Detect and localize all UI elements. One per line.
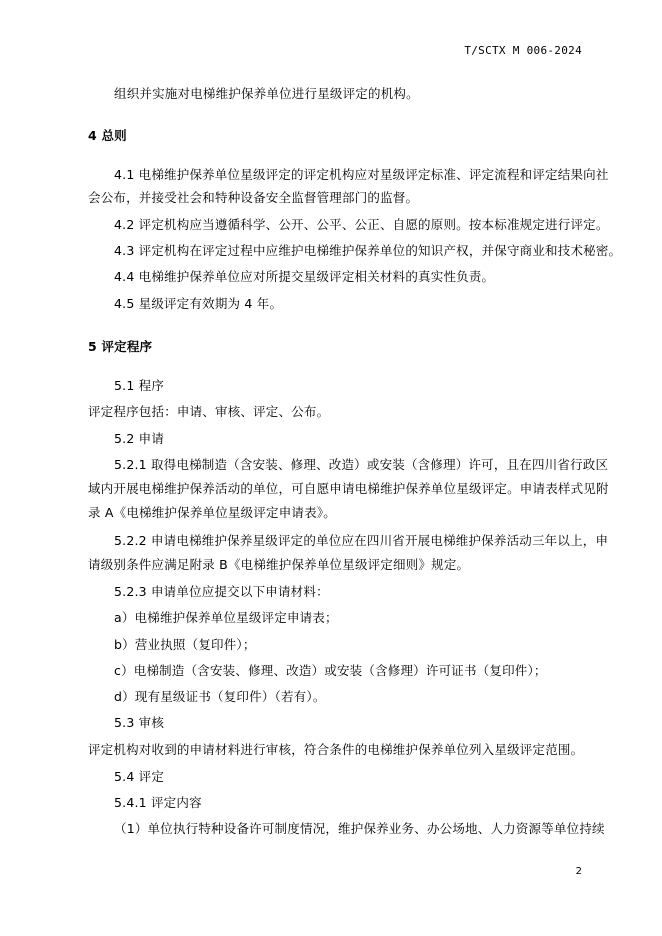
paragraph-line: 4.2 评定机构应当遵循科学、公开、公平、公正、自愿的原则。按本标准规定进行评定。	[114, 217, 609, 232]
list-item: c）电梯制造（含安装、修理、改造）或安装（含修理）许可证书（复印件）；	[114, 663, 547, 678]
paragraph-line: 4.5 星级评定有效期为 4 年。	[114, 296, 283, 311]
paragraph-line: 4.4 电梯维护保养单位应对所提交星级评定相关材料的真实性负责。	[114, 269, 495, 284]
paragraph-line: 评定机构对收到的申请材料进行审核，符合条件的电梯维护保养单位列入星级评定范围。	[88, 742, 584, 757]
section-heading-4: 4 总则	[88, 128, 127, 143]
paragraph-line: 5.2.2 申请电梯维护保养星级评定的单位应在四川省开展电梯维护保养活动三年以上，申	[114, 533, 609, 548]
paragraph-line: 域内开展电梯维护保养活动的单位，可自愿申请电梯维护保养单位星级评定。申请表样式见附	[88, 481, 609, 496]
subsection-heading: 5.2 申请	[114, 431, 165, 446]
paragraph-line: 组织并实施对电梯维护保养单位进行星级评定的机构。	[114, 86, 419, 101]
paragraph-line: 5.2.1 取得电梯制造（含安装、修理、改造）或安装（含修理）许可，且在四川省行政区	[114, 457, 609, 472]
paragraph-line: 4.3 评定机构在评定过程中应维护电梯维护保养单位的知识产权，并保守商业和技术秘密。	[114, 243, 622, 258]
section-heading-5: 5 评定程序	[88, 339, 153, 354]
page-number: 2	[575, 866, 582, 877]
subsection-heading: 5.3 审核	[114, 715, 165, 730]
subsection-heading: 5.1 程序	[114, 378, 165, 393]
paragraph-line: 评定程序包括：申请、审核、评定、公布。	[88, 404, 330, 419]
paragraph-line: 请级别条件应满足附录 B《电梯维护保养单位星级评定细则》规定。	[88, 557, 470, 572]
document-code: T/SCTX M 006-2024	[464, 44, 582, 57]
subsection-heading: 5.4 评定	[114, 769, 165, 784]
paragraph-line: 4.1 电梯维护保养单位星级评定的评定机构应对星级评定标准、评定流程和评定结果向社	[114, 167, 609, 182]
paragraph-line: 录 A《电梯维护保养单位星级评定申请表》。	[88, 505, 336, 520]
paragraph-line: 会公布，并接受社会和特种设备安全监督管理部门的监督。	[88, 190, 419, 205]
paragraph-line: （1）单位执行特种设备许可制度情况，维护保养业务、办公场地、人力资源等单位持续	[114, 821, 605, 836]
list-item: b）营业执照（复印件）；	[114, 637, 256, 652]
paragraph-line: 5.2.3 申请单位应提交以下申请材料：	[114, 584, 329, 599]
list-item: d）现有星级证书（复印件）（若有）。	[114, 689, 326, 704]
list-item: a）电梯维护保养单位星级评定申请表；	[114, 610, 338, 625]
subsection-heading: 5.4.1 评定内容	[114, 795, 202, 810]
